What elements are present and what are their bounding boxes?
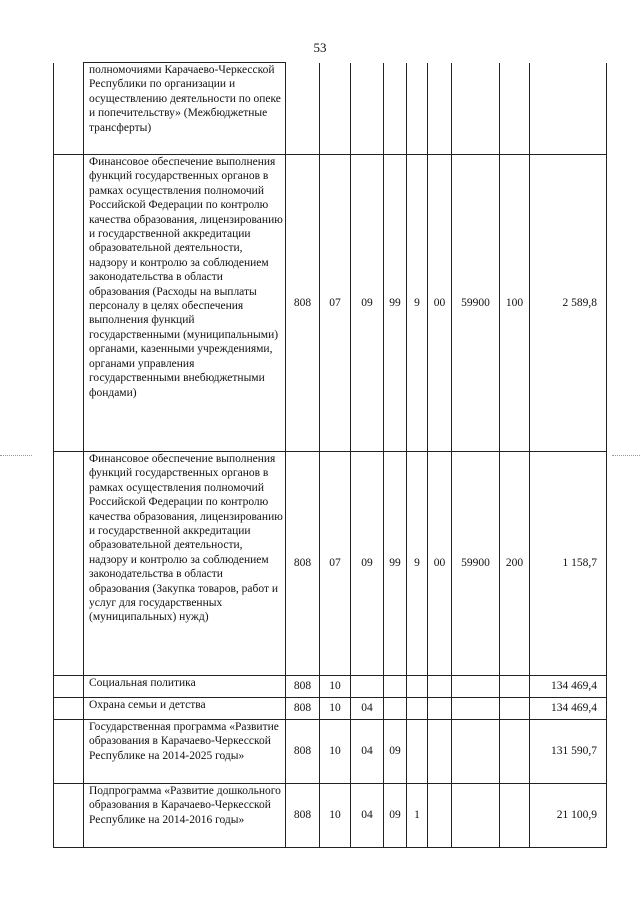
program-code-cell <box>384 63 407 155</box>
item-name-cell: Социальная политика <box>84 676 286 698</box>
expense-type-cell: 200 <box>500 452 530 676</box>
gr-code-cell: 808 <box>286 720 320 784</box>
expense-type-cell <box>500 676 530 698</box>
program-code-cell: 99 <box>384 155 407 452</box>
item-name-cell: Финансовое обеспечение выполнения функций государственных органов в рамках осуществления полномочий Российской Федерации по контролю качества образования, лицензированию и государственной аккредитации образовательной деятельности, надзору и контролю за соблюдением законодательства в области образования (Закупка товаров, работ и услуг для государственных (муниципальных) нужд) <box>84 452 286 676</box>
event-code-cell <box>428 784 452 848</box>
direction-code-cell: 59900 <box>452 155 500 452</box>
section-code-cell: 10 <box>320 676 351 698</box>
row-index-cell <box>54 155 84 452</box>
item-name-cell: Финансовое обеспечение выполнения функций государственных органов в рамках осуществления полномочий Российской Федерации по контролю качества образования, лицензированию и государственной аккредитации образовательной деятельности, надзору и контролю за соблюдением законодательства в области образования (Расходы на выплаты персоналу в целях обеспечения выполнения функций государственными (муниципальными) органами, казенными учреждениями, органами управления государственными внебюджетными фондами) <box>84 155 286 452</box>
expense-type-cell <box>500 784 530 848</box>
row-index-cell <box>54 676 84 698</box>
subprogram-code-cell: 1 <box>407 784 428 848</box>
budget-table <box>53 62 607 848</box>
section-code-cell <box>320 63 351 155</box>
amount-cell: 134 469,4 <box>530 698 607 720</box>
event-code-cell <box>428 698 452 720</box>
subprogram-code-cell <box>407 698 428 720</box>
event-code-cell <box>428 63 452 155</box>
table-row <box>54 676 607 698</box>
expense-type-cell <box>500 63 530 155</box>
direction-code-cell <box>452 676 500 698</box>
section-code-cell: 10 <box>320 784 351 848</box>
subprogram-code-cell <box>407 720 428 784</box>
event-code-cell: 00 <box>428 452 452 676</box>
subprogram-code-cell <box>407 63 428 155</box>
program-code-cell: 09 <box>384 784 407 848</box>
gr-code-cell: 808 <box>286 784 320 848</box>
table-row <box>54 720 607 784</box>
row-index-cell <box>54 784 84 848</box>
gr-code-cell: 808 <box>286 698 320 720</box>
direction-code-cell <box>452 63 500 155</box>
subsection-code-cell: 04 <box>351 784 384 848</box>
direction-code-cell <box>452 698 500 720</box>
item-name-cell: Государственная программа «Развитие образования в Карачаево-Черкесской Республике на 2014-2025 годы» <box>84 720 286 784</box>
row-index-cell <box>54 452 84 676</box>
table-row <box>54 698 607 720</box>
subprogram-code-cell: 9 <box>407 452 428 676</box>
expense-type-cell <box>500 720 530 784</box>
amount-cell: 21 100,9 <box>530 784 607 848</box>
program-code-cell: 99 <box>384 452 407 676</box>
event-code-cell <box>428 720 452 784</box>
row-index-cell <box>54 720 84 784</box>
table-row <box>54 784 607 848</box>
gr-code-cell: 808 <box>286 452 320 676</box>
direction-code-cell <box>452 784 500 848</box>
item-name-cell: Подпрограмма «Развитие дошкольного образования в Карачаево-Черкесской Республике на 2014-2016 годы» <box>84 784 286 848</box>
expense-type-cell: 100 <box>500 155 530 452</box>
gr-code-cell <box>286 63 320 155</box>
program-code-cell: 09 <box>384 720 407 784</box>
item-name-cell: полномочиями Карачаево-Черкесской Республики по организации и осуществлению деятельности по опеке и попечительству» (Межбюджетные трансферты) <box>84 63 286 155</box>
subsection-code-cell: 04 <box>351 698 384 720</box>
table-row <box>54 452 607 676</box>
subsection-code-cell: 09 <box>351 155 384 452</box>
subprogram-code-cell <box>407 676 428 698</box>
gr-code-cell: 808 <box>286 155 320 452</box>
section-code-cell: 07 <box>320 452 351 676</box>
amount-cell: 134 469,4 <box>530 676 607 698</box>
amount-cell <box>530 63 607 155</box>
item-name-cell: Охрана семьи и детства <box>84 698 286 720</box>
margin-mark <box>0 455 32 456</box>
direction-code-cell: 59900 <box>452 452 500 676</box>
margin-mark <box>612 455 640 456</box>
expense-type-cell <box>500 698 530 720</box>
amount-cell: 2 589,8 <box>530 155 607 452</box>
program-code-cell <box>384 698 407 720</box>
event-code-cell <box>428 676 452 698</box>
page-number: 53 <box>313 40 327 55</box>
section-code-cell: 10 <box>320 698 351 720</box>
row-index-cell <box>54 63 84 155</box>
gr-code-cell: 808 <box>286 676 320 698</box>
amount-cell: 131 590,7 <box>530 720 607 784</box>
subsection-code-cell <box>351 676 384 698</box>
table-row <box>54 63 607 155</box>
section-code-cell: 07 <box>320 155 351 452</box>
section-code-cell: 10 <box>320 720 351 784</box>
subsection-code-cell: 04 <box>351 720 384 784</box>
event-code-cell: 00 <box>428 155 452 452</box>
subprogram-code-cell: 9 <box>407 155 428 452</box>
row-index-cell <box>54 698 84 720</box>
subsection-code-cell: 09 <box>351 452 384 676</box>
subsection-code-cell <box>351 63 384 155</box>
direction-code-cell <box>452 720 500 784</box>
amount-cell: 1 158,7 <box>530 452 607 676</box>
program-code-cell <box>384 676 407 698</box>
table-row <box>54 155 607 452</box>
